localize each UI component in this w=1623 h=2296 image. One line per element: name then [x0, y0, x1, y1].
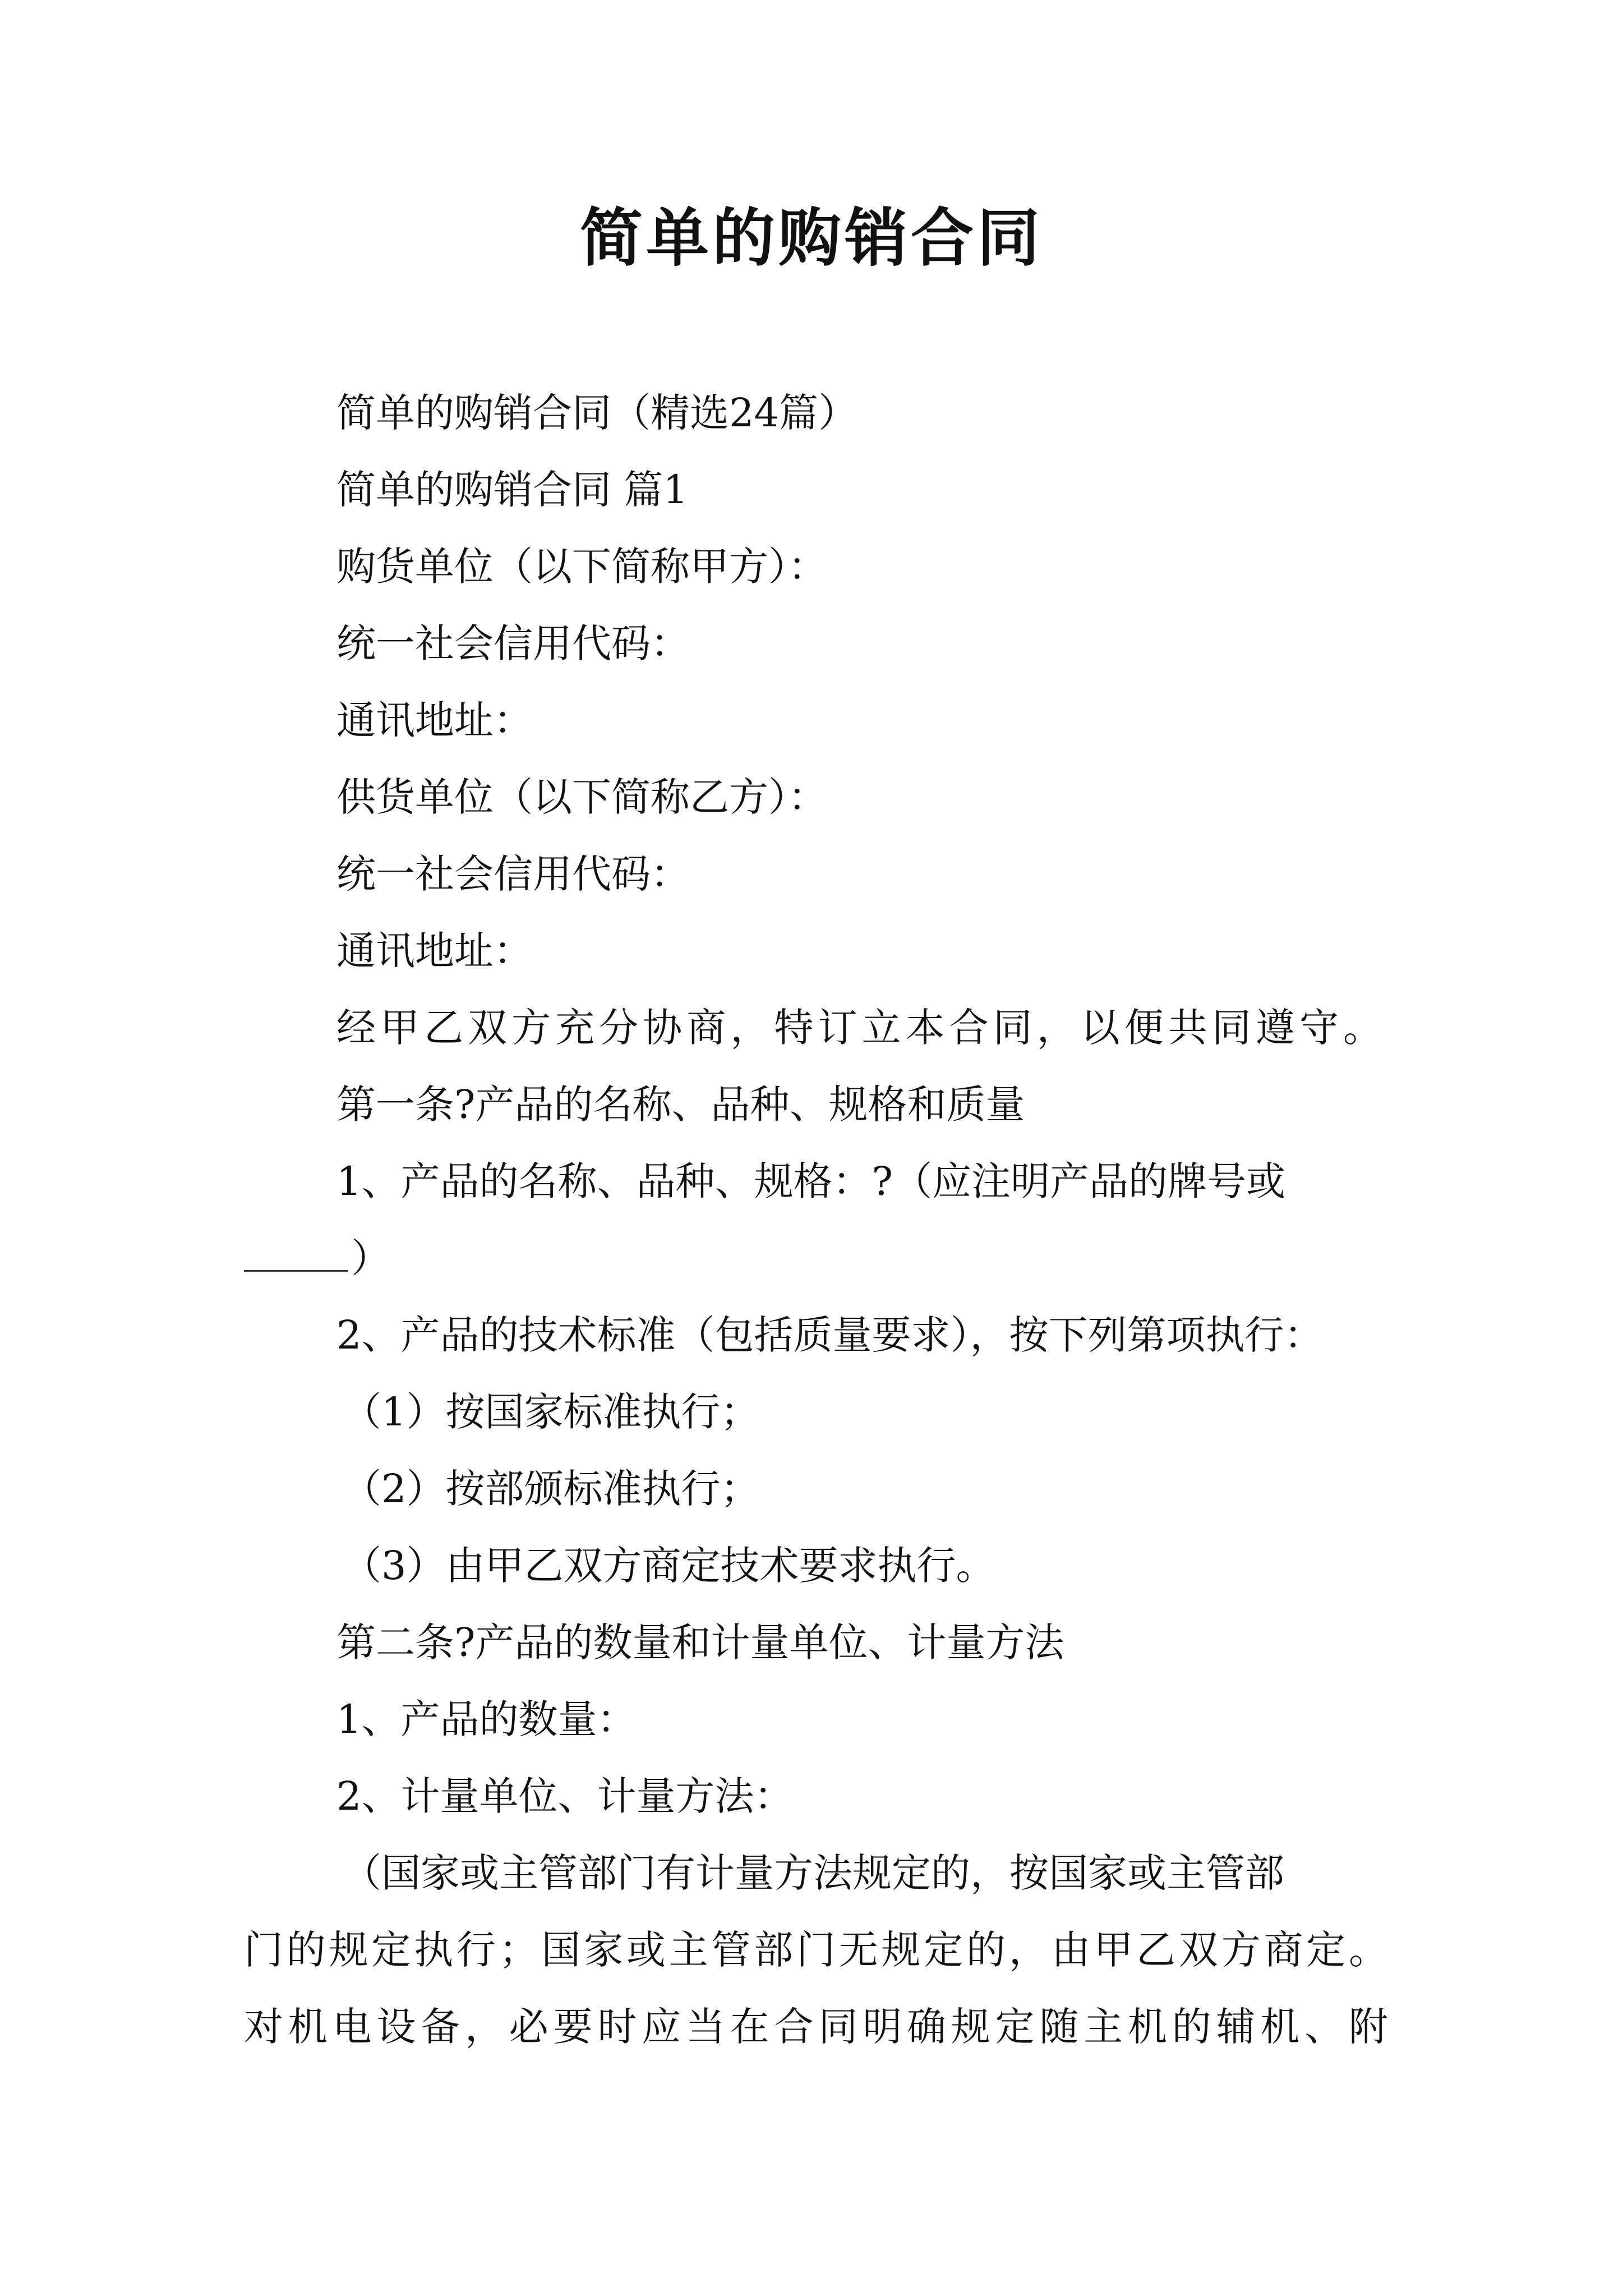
buyer-credit-code-line: 统一社会信用代码：: [336, 620, 690, 666]
clause-line: 2、计量单位、计量方法：: [336, 1773, 794, 1819]
buyer-address-line: 通讯地址：: [336, 697, 533, 743]
paragraph-line: （国家或主管部门有计量方法规定的，按国家或主管部: [342, 1850, 1284, 1896]
list-item: （3）由甲乙双方商定技术要求执行。: [342, 1543, 995, 1589]
clause-line: 1、产品的名称、品种、规格：?（应注明产品的牌号或: [336, 1158, 1286, 1204]
list-item: （1）按国家标准执行；: [342, 1389, 760, 1435]
list-item: （2）按部颁标准执行；: [342, 1466, 760, 1512]
document-title: 简单的购销合同: [580, 201, 1043, 275]
article-heading: 第一条?产品的名称、品种、规格和质量: [336, 1082, 1025, 1128]
clause-continuation-line: [244, 1231, 390, 1285]
buyer-line: 购货单位（以下简称甲方）：: [336, 544, 827, 590]
subtitle-line: 简单的购销合同（精选24篇）: [336, 390, 858, 436]
seller-credit-code-line: 统一社会信用代码：: [336, 851, 690, 897]
seller-line: 供货单位（以下简称乙方）：: [336, 774, 827, 820]
blank-fill-line: [244, 1270, 348, 1272]
closing-parenthesis: ）: [351, 1235, 390, 1281]
agreement-line: 经甲乙双方充分协商，特订立本合同，以便共同遵守。: [336, 1005, 1382, 1051]
article-heading: 第二条?产品的数量和计量单位、计量方法: [336, 1619, 1064, 1665]
seller-address-line: 通讯地址：: [336, 928, 533, 974]
paragraph-line: 对机电设备，必要时应当在合同明确规定随主机的辅机、附: [244, 2004, 1388, 2050]
section-heading: 简单的购销合同 篇1: [336, 467, 688, 513]
paragraph-line: 门的规定执行；国家或主管部门无规定的，由甲乙双方商定。: [244, 1927, 1388, 1973]
clause-line: 1、产品的数量：: [336, 1696, 637, 1742]
clause-line: 2、产品的技术标准（包括质量要求），按下列第项执行：: [336, 1312, 1324, 1358]
